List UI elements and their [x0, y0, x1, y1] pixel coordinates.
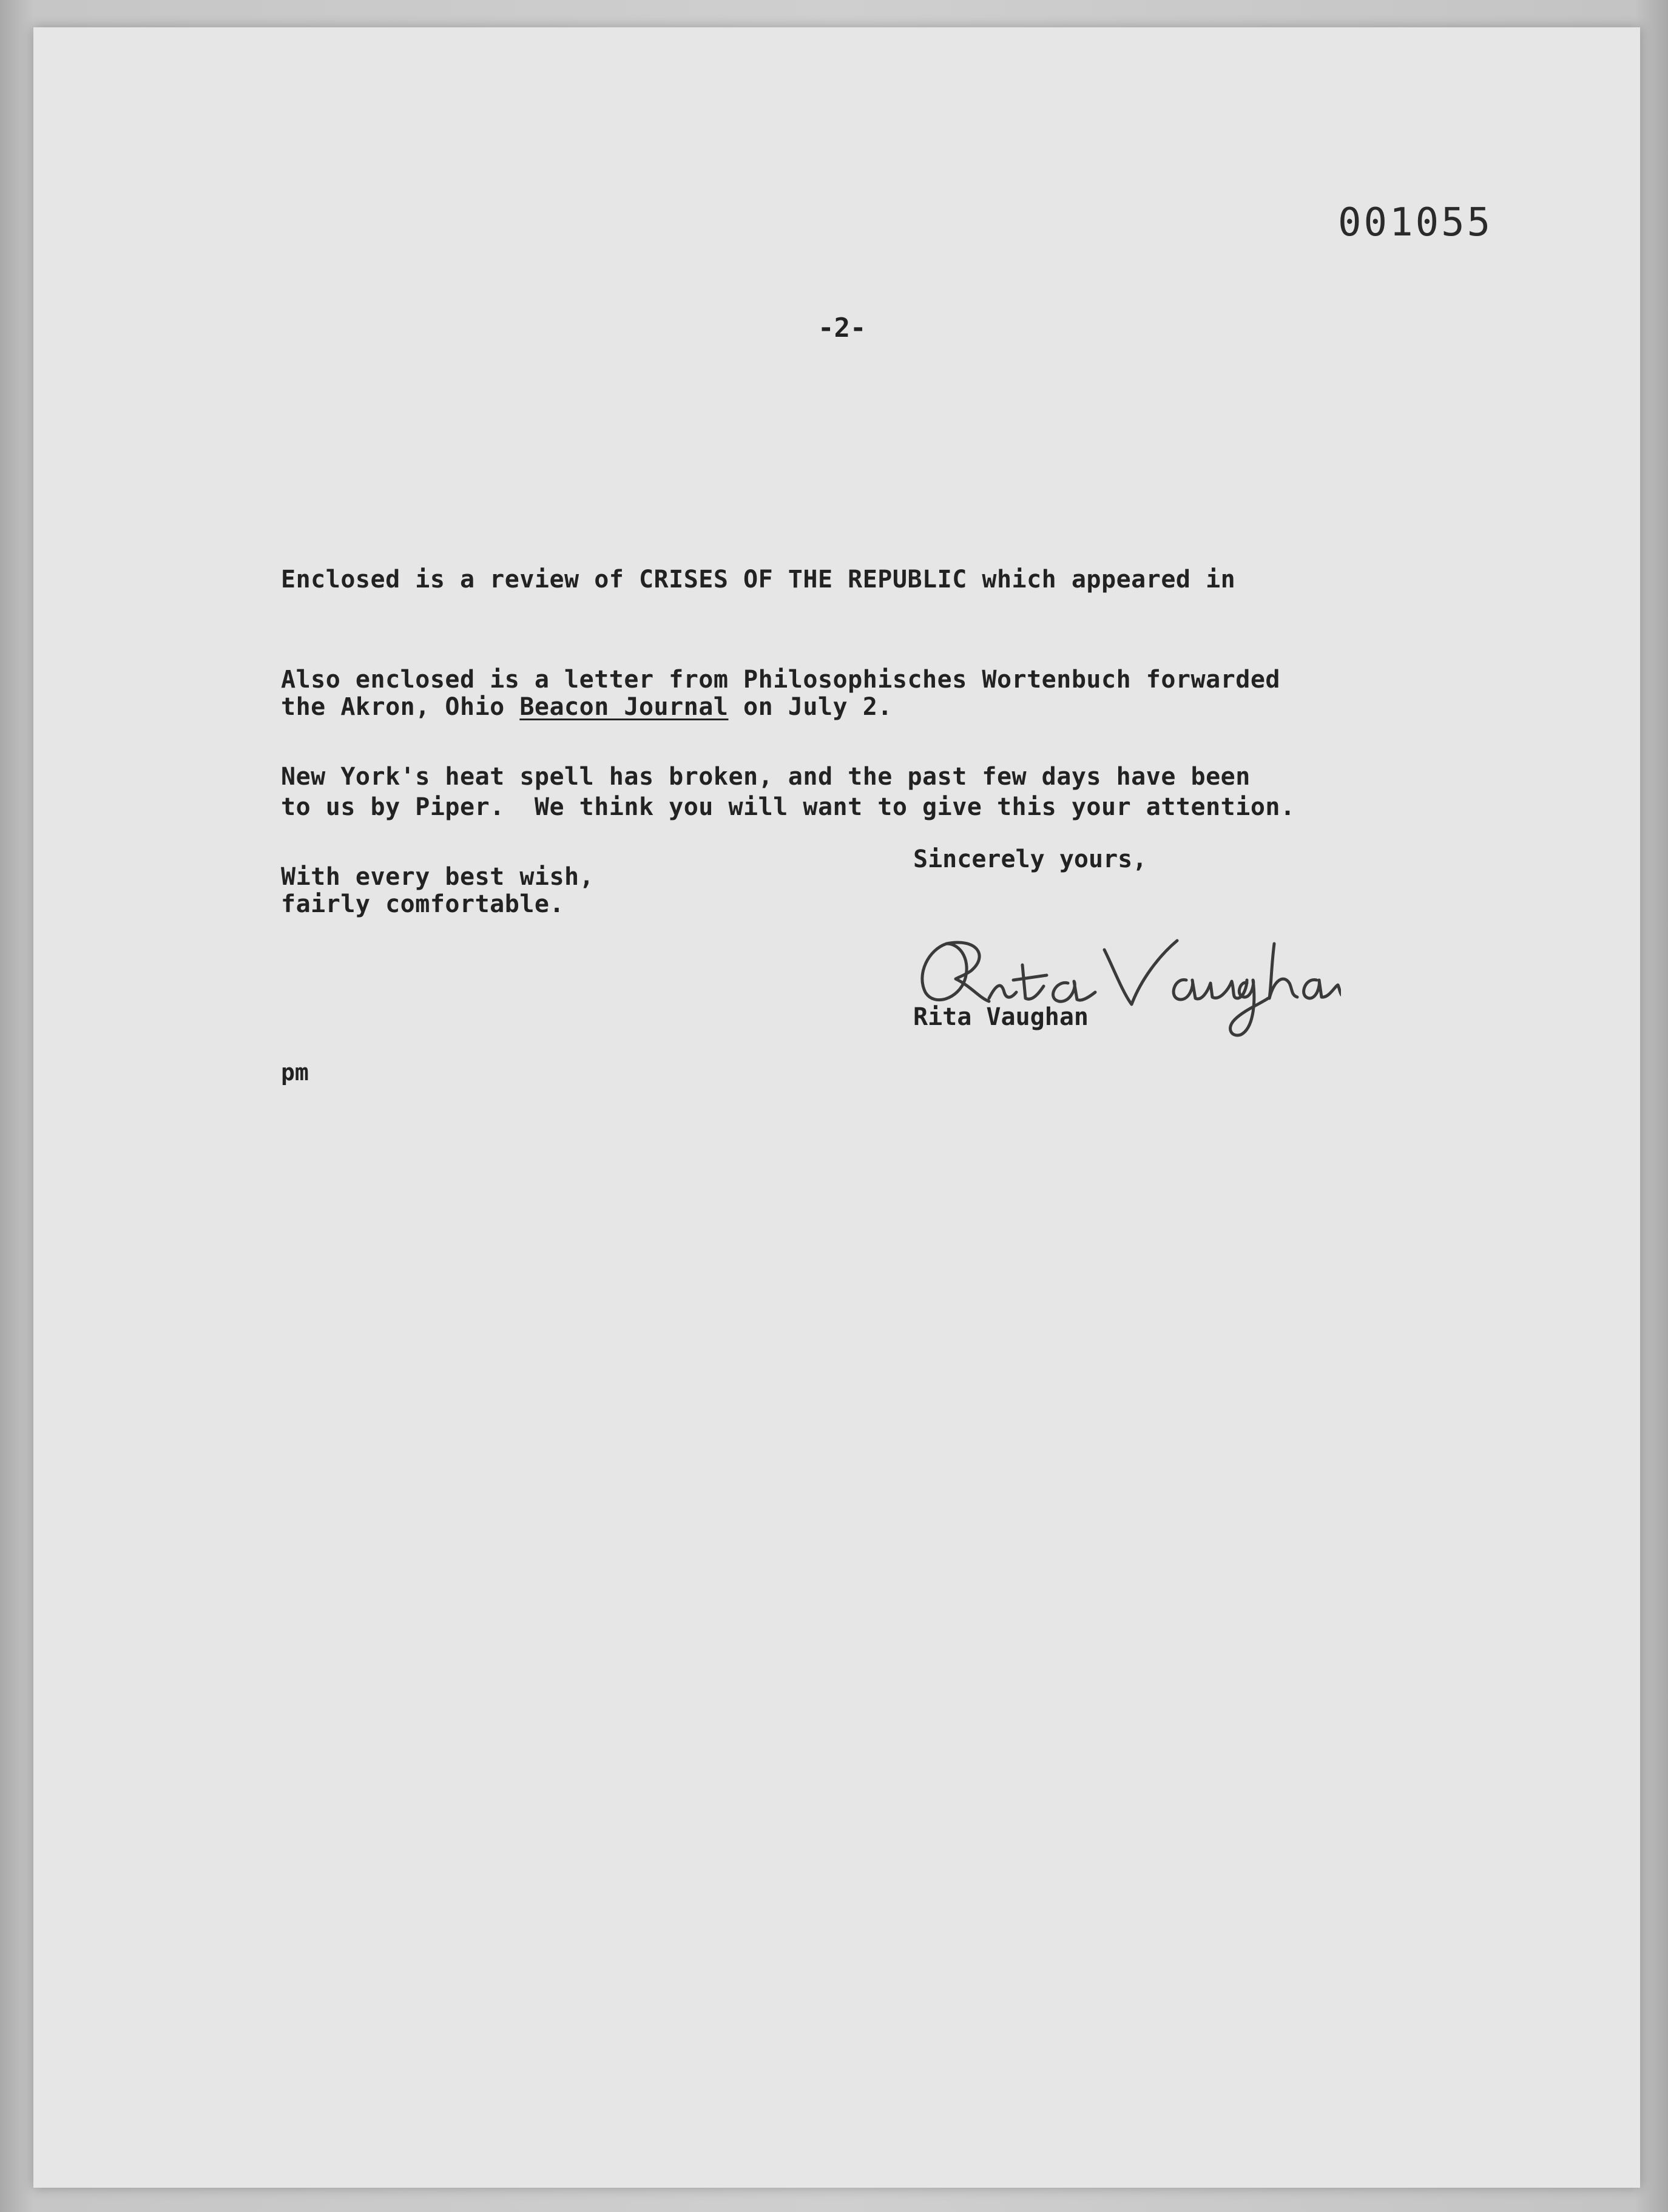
paragraph-line: to us by Piper. We think you will want to give this your attention. [281, 793, 1295, 821]
text-segment: the Akron, Ohio [281, 693, 520, 721]
text-segment: on July 2. [728, 693, 893, 721]
paragraph-line: With every best wish, [281, 863, 595, 891]
page-number: -2- [818, 313, 866, 343]
paragraph-wishes [281, 771, 594, 983]
paragraph-line: New York's heat spell has broken, and the past few days have been [281, 763, 1251, 791]
paragraph-line: Also enclosed is a letter from Philosophisches Wortenbuch forwarded [281, 666, 1280, 694]
closing-salutation: Sincerely yours, [913, 845, 1147, 873]
signer-name: Rita Vaughan [913, 1003, 1089, 1031]
letter-page [33, 27, 1640, 2188]
publication-title: Beacon Journal [519, 693, 729, 721]
document-stamp-number: 001055 [1338, 200, 1493, 245]
paragraph-line: fairly comfortable. [281, 890, 565, 918]
typist-initials: pm [281, 1059, 309, 1086]
paragraph-line: Enclosed is a review of CRISES OF THE REPUBLIC which appeared in [281, 566, 1236, 594]
